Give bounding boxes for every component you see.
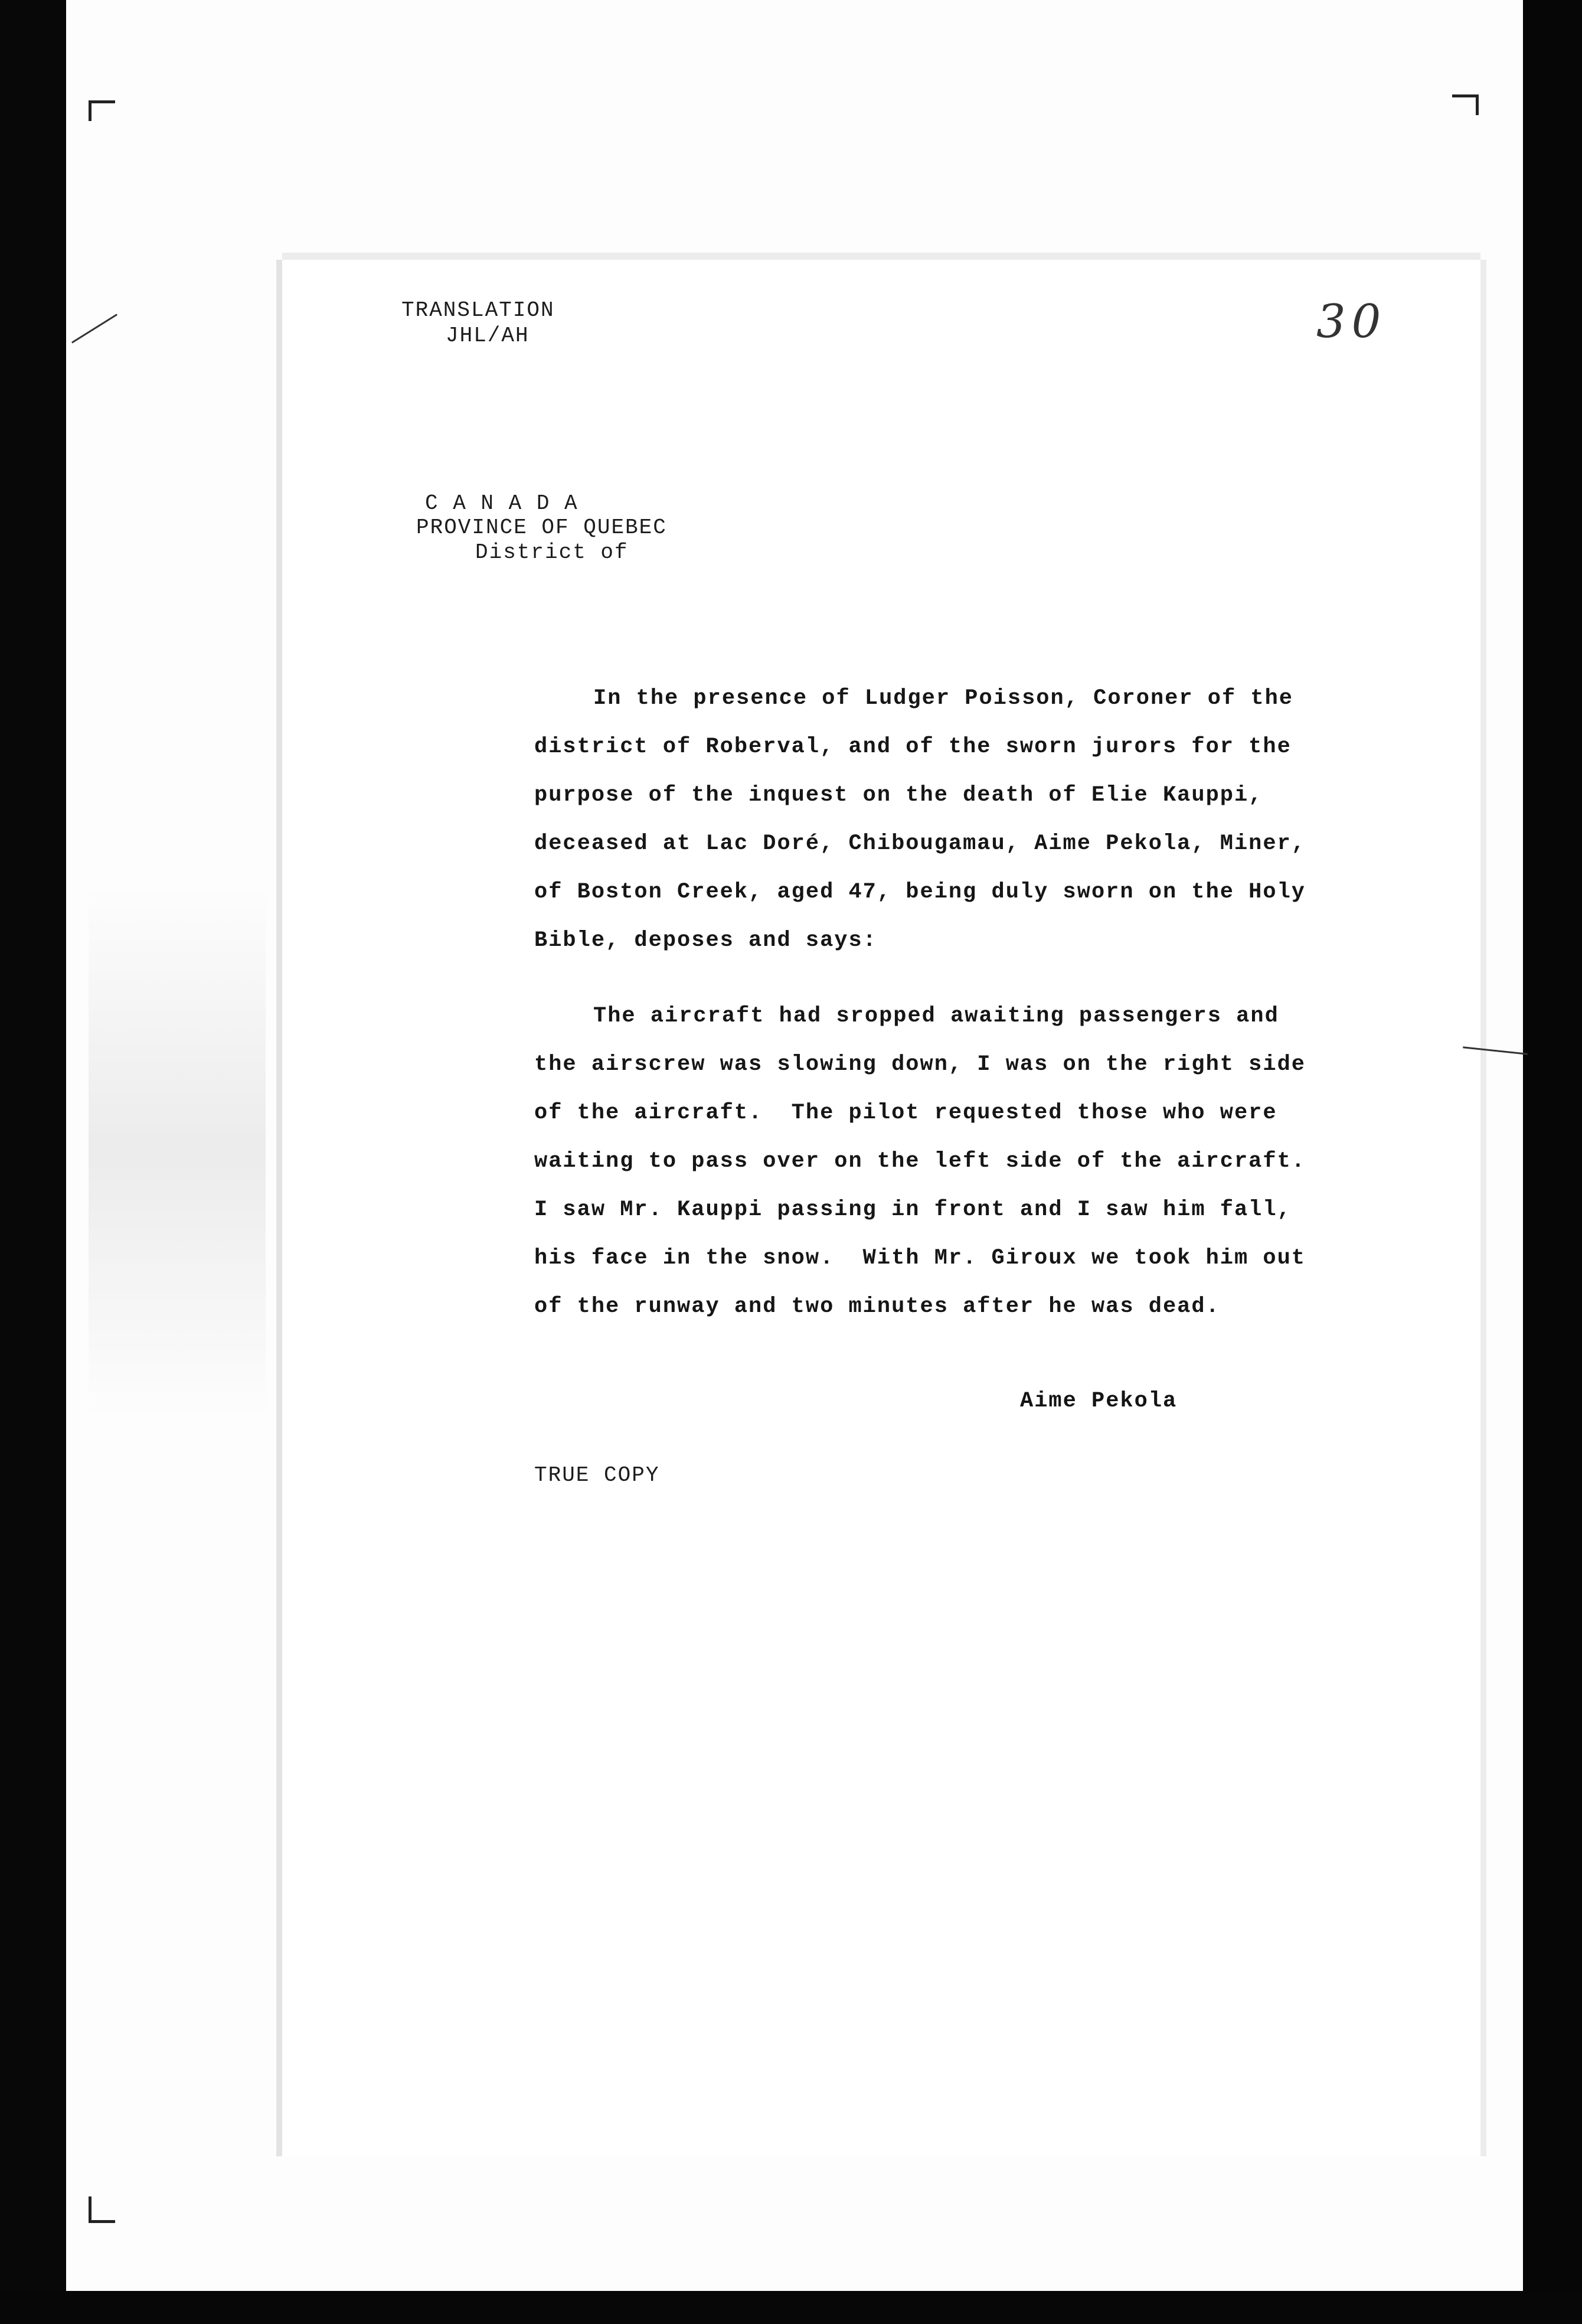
text-line: the airscrew was slowing down, I was on the right side: [534, 1052, 1306, 1077]
deposition-paragraph-1: [534, 674, 1455, 965]
true-copy-label: TRUE COPY: [534, 1463, 660, 1487]
deponent-signature: Aime Pekola: [1020, 1389, 1178, 1414]
text-line: of Boston Creek, aged 47, being duly sworn on the Holy: [534, 880, 1306, 905]
text-line: I saw Mr. Kauppi passing in front and I saw him fall,: [534, 1197, 1292, 1222]
text-line: The aircraft had sropped awaiting passengers and: [593, 1004, 1279, 1029]
film-border-bottom: [0, 2291, 1582, 2324]
film-border-right: [1523, 0, 1582, 2324]
text-line: district of Roberval, and of the sworn jurors for the: [534, 735, 1292, 759]
crop-mark-top-left: [89, 100, 115, 121]
crop-mark-top-right: [1452, 94, 1479, 115]
text-line: his face in the snow. With Mr. Giroux we took him out: [534, 1246, 1306, 1271]
jurisdiction-district: District of: [475, 540, 629, 564]
text-line: Bible, deposes and says:: [534, 928, 877, 953]
translation-label: TRANSLATION: [401, 298, 555, 322]
film-border-left: [0, 0, 66, 2324]
jurisdiction-country: C A N A D A: [425, 491, 578, 515]
text-line: waiting to pass over on the left side of the aircraft.: [534, 1149, 1306, 1174]
text-line: In the presence of Ludger Poisson, Coroner of the: [593, 686, 1293, 711]
page-number: 30: [1316, 295, 1387, 348]
text-line: deceased at Lac Doré, Chibougamau, Aime Pekola, Miner,: [534, 831, 1306, 856]
jurisdiction-province: PROVINCE OF QUEBEC: [416, 515, 667, 540]
text-line: purpose of the inquest on the death of Elie Kauppi,: [534, 783, 1263, 808]
background-shadow: [89, 886, 266, 1417]
text-line: of the runway and two minutes after he was dead.: [534, 1294, 1220, 1319]
crop-mark-bottom-left: [89, 2196, 115, 2223]
typist-initials: JHL/AH: [446, 324, 529, 348]
text-line: of the aircraft. The pilot requested those who were: [534, 1101, 1277, 1125]
deposition-paragraph-2: [534, 992, 1455, 1331]
